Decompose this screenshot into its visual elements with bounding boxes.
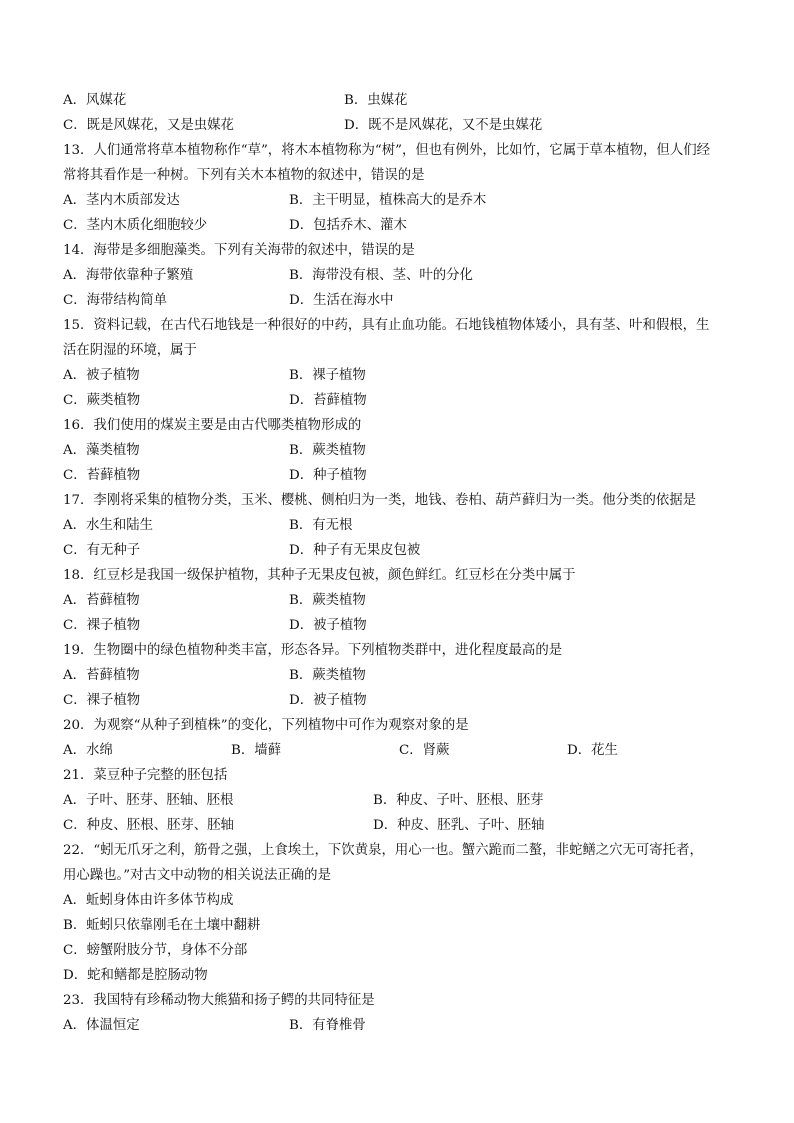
option-row bbox=[63, 188, 735, 213]
option-a: A．海带依靠种子繁殖 bbox=[63, 268, 194, 283]
option-b: B．主干明显，植株高大的是乔木 bbox=[289, 193, 487, 208]
question-20 bbox=[63, 713, 735, 763]
option-c: C．茎内木质化细胞较少 bbox=[63, 218, 208, 233]
question-stem: 19．生物圈中的绿色植物种类丰富，形态各异。下列植物类群中，进化程度最高的是 bbox=[63, 643, 563, 658]
option-b: B．种皮、子叶、胚根、胚芽 bbox=[373, 793, 544, 808]
question-16 bbox=[63, 413, 735, 488]
option-d: D．被子植物 bbox=[289, 618, 367, 633]
option-row bbox=[63, 438, 735, 463]
option-a: A．子叶、胚芽、胚轴、胚根 bbox=[63, 793, 234, 808]
option-a: A．蚯蚓身体由许多体节构成 bbox=[63, 893, 234, 908]
option-c: C．既是风媒花，又是虫媒花 bbox=[63, 118, 234, 133]
exam-page bbox=[63, 88, 735, 1038]
question-stem: 15．资料记载，在古代石地钱是一种很好的中药，具有止血功能。石地钱植物体矮小，具有茎、叶和假根，生 bbox=[63, 318, 710, 333]
question-21 bbox=[63, 763, 735, 838]
option-row bbox=[63, 363, 735, 388]
question-stem: 20．为观察“从种子到植株”的变化，下列植物中可作为观察对象的是 bbox=[63, 718, 469, 733]
question-stem: 16．我们使用的煤炭主要是由古代哪类植物形成的 bbox=[63, 418, 362, 433]
option-d: D．种子有无果皮包被 bbox=[289, 543, 421, 558]
option-a: A．水生和陆生 bbox=[63, 518, 154, 533]
option-c: C．肾蕨 bbox=[399, 743, 450, 758]
option-row bbox=[63, 513, 735, 538]
option-c: C．蕨类植物 bbox=[63, 393, 141, 408]
question-15 bbox=[63, 313, 735, 413]
option-b: B．有无根 bbox=[289, 518, 353, 533]
question-22 bbox=[63, 838, 735, 988]
question-23 bbox=[63, 988, 735, 1038]
option-c: C．有无种子 bbox=[63, 543, 141, 558]
option-row bbox=[63, 788, 735, 813]
option-b: B．海带没有根、茎、叶的分化 bbox=[289, 268, 473, 283]
question-stem: 用心躁也。”对古文中动物的相关说法正确的是 bbox=[63, 868, 331, 883]
question-12 bbox=[63, 88, 735, 138]
option-c: C．苔藓植物 bbox=[63, 468, 141, 483]
question-stem: 13．人们通常将草本植物称作“草”，将木本植物称为“树”，但也有例外，比如竹，它属于草本植物，但人们经 bbox=[63, 143, 710, 158]
question-stem: 23．我国特有珍稀动物大熊猫和扬子鳄的共同特征是 bbox=[63, 993, 375, 1008]
option-row bbox=[63, 538, 735, 563]
question-stem: 14．海带是多细胞藻类。下列有关海带的叙述中，错误的是 bbox=[63, 243, 415, 258]
question-13 bbox=[63, 138, 735, 238]
option-a: A．风媒花 bbox=[63, 93, 127, 108]
option-row bbox=[63, 663, 735, 688]
question-stem: 18．红豆杉是我国一级保护植物，其种子无果皮包被，颜色鲜红。红豆杉在分类中属于 bbox=[63, 568, 576, 583]
option-row bbox=[63, 1013, 735, 1038]
question-17 bbox=[63, 488, 735, 563]
option-c: C．种皮、胚根、胚芽、胚轴 bbox=[63, 818, 234, 833]
option-c: C．裸子植物 bbox=[63, 618, 141, 633]
question-stem: 22．“蚓无爪牙之利，筋骨之强，上食埃土，下饮黄泉，用心一也。蟹六跪而二螯，非蛇鳝之穴无可寄托者， bbox=[63, 843, 703, 858]
option-b: B．蕨类植物 bbox=[289, 443, 366, 458]
option-b: B．裸子植物 bbox=[289, 368, 366, 383]
option-row bbox=[63, 388, 735, 413]
option-a: A．茎内木质部发达 bbox=[63, 193, 180, 208]
option-row bbox=[63, 738, 735, 763]
question-stem: 常将其看作是一种树。下列有关木本植物的叙述中，错误的是 bbox=[63, 168, 425, 183]
option-d: D．生活在海水中 bbox=[289, 293, 394, 308]
option-a: A．水绵 bbox=[63, 743, 113, 758]
question-19 bbox=[63, 638, 735, 713]
option-d: D．包括乔木、灌木 bbox=[289, 218, 407, 233]
option-row bbox=[63, 213, 735, 238]
option-row bbox=[63, 588, 735, 613]
question-stem: 活在阴湿的环境，属于 bbox=[63, 343, 197, 358]
option-row bbox=[63, 463, 735, 488]
option-d: D．蛇和鳝都是腔肠动物 bbox=[63, 968, 208, 983]
option-d: D．苔藓植物 bbox=[289, 393, 367, 408]
option-row bbox=[63, 813, 735, 838]
option-b: B．蚯蚓只依靠刚毛在土壤中翻耕 bbox=[63, 918, 261, 933]
option-row bbox=[63, 613, 735, 638]
option-a: A．苔藓植物 bbox=[63, 668, 140, 683]
option-b: B．墙藓 bbox=[231, 743, 282, 758]
question-stem: 17．李刚将采集的植物分类，玉米、樱桃、侧柏归为一类，地钱、卷柏、葫芦藓归为一类。他分类的依据是 bbox=[63, 493, 697, 508]
question-18 bbox=[63, 563, 735, 638]
option-c: C．裸子植物 bbox=[63, 693, 141, 708]
question-stem: 21．菜豆种子完整的胚包括 bbox=[63, 768, 228, 783]
option-row bbox=[63, 288, 735, 313]
option-c: C．螃蟹附肢分节，身体不分部 bbox=[63, 943, 248, 958]
option-d: D．种子植物 bbox=[289, 468, 367, 483]
option-d: D．种皮、胚乳、子叶、胚轴 bbox=[373, 818, 545, 833]
option-b: B．蕨类植物 bbox=[289, 668, 366, 683]
option-row bbox=[63, 688, 735, 713]
option-row bbox=[63, 113, 735, 138]
option-c: C．海带结构简单 bbox=[63, 293, 167, 308]
option-b: B．虫媒花 bbox=[344, 93, 408, 108]
option-d: D．花生 bbox=[567, 743, 618, 758]
option-b: B．有脊椎骨 bbox=[289, 1018, 366, 1033]
option-d: D．被子植物 bbox=[289, 693, 367, 708]
option-b: B．蕨类植物 bbox=[289, 593, 366, 608]
option-d: D．既不是风媒花，又不是虫媒花 bbox=[344, 118, 543, 133]
option-a: A．藻类植物 bbox=[63, 443, 140, 458]
option-a: A．体温恒定 bbox=[63, 1018, 140, 1033]
option-row bbox=[63, 263, 735, 288]
option-row bbox=[63, 88, 735, 113]
question-14 bbox=[63, 238, 735, 313]
option-a: A．苔藓植物 bbox=[63, 593, 140, 608]
option-a: A．被子植物 bbox=[63, 368, 140, 383]
